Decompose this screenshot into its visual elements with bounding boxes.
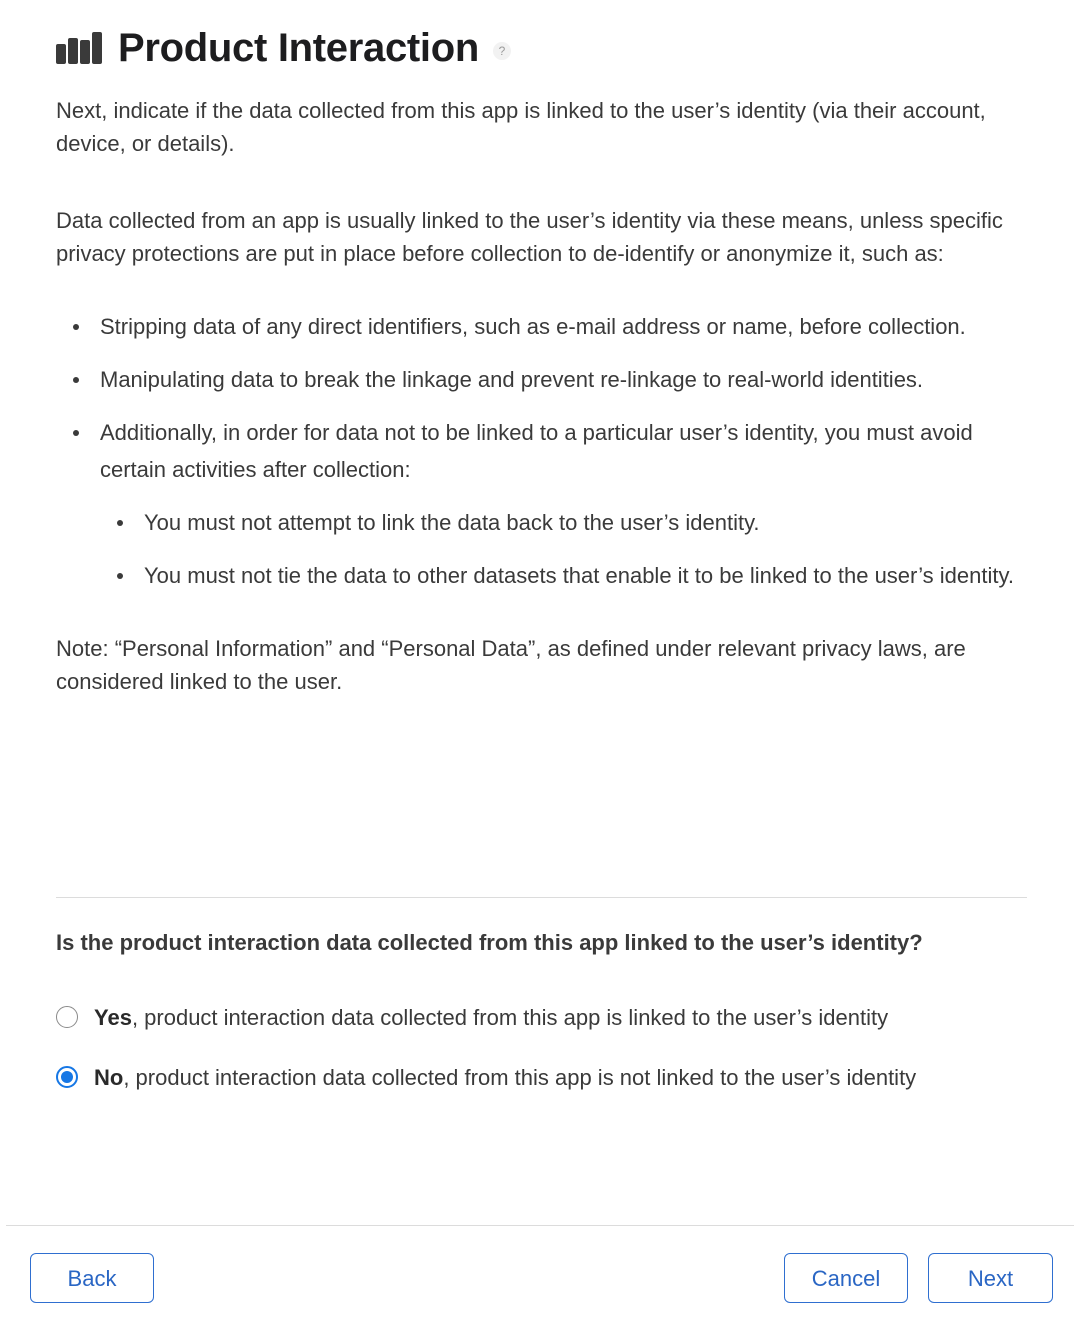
- radio-yes-text: , product interaction data collected from this app is linked to the user’s identity: [131, 1005, 889, 1030]
- radio-no-bold: No: [94, 1065, 124, 1090]
- cancel-button[interactable]: Cancel: [784, 1253, 908, 1303]
- divider: [56, 897, 1027, 898]
- list-item: Manipulating data to break the linkage and prevent re-linkage to real-world identities.: [56, 361, 1031, 398]
- means-paragraph: Data collected from an app is usually linked to the user’s identity via these means, unless specific privacy protections are put in place before collection to de-identify or anonymize it, such as:: [56, 208, 1003, 266]
- help-icon[interactable]: ?: [493, 42, 511, 60]
- radio-yes-label[interactable]: [94, 1003, 888, 1033]
- footer-divider: [6, 1225, 1074, 1226]
- list-item: [56, 414, 1031, 594]
- intro-paragraph: Next, indicate if the data collected from this app is linked to the user’s identity (via their account, device, or details).: [56, 98, 986, 156]
- header: [56, 22, 511, 74]
- list-item: Stripping data of any direct identifiers, such as e-mail address or name, before collection.: [56, 308, 1031, 345]
- radio-no-label[interactable]: [94, 1063, 916, 1093]
- back-button[interactable]: Back: [30, 1253, 154, 1303]
- description: [56, 94, 1031, 698]
- radio-option-no[interactable]: [56, 1063, 976, 1093]
- sub-list: [100, 504, 1031, 594]
- note-text: Note: “Personal Information” and “Personal Data”, as defined under relevant privacy laws, are considered linked to the user.: [56, 636, 966, 694]
- question-label: Is the product interaction data collected from this app linked to the user’s identity?: [56, 930, 923, 955]
- radio-yes[interactable]: [56, 1006, 78, 1028]
- bar-chart-icon: [56, 32, 102, 64]
- sub-list-item: You must not tie the data to other datasets that enable it to be linked to the user’s identity.: [100, 557, 1031, 594]
- protections-list: [56, 308, 1031, 594]
- next-button[interactable]: Next: [928, 1253, 1053, 1303]
- radio-no-text: , product interaction data collected from this app is not linked to the user’s identity: [123, 1065, 917, 1090]
- radio-yes-bold: Yes: [94, 1005, 132, 1030]
- page-title: Product Interaction: [118, 25, 479, 70]
- radio-no[interactable]: [56, 1066, 78, 1088]
- sub-list-item: You must not attempt to link the data back to the user’s identity.: [100, 504, 1031, 541]
- radio-option-yes[interactable]: [56, 1003, 1036, 1033]
- list-item-text: Additionally, in order for data not to be linked to a particular user’s identity, you must avoid certain activities after collection:: [100, 420, 973, 482]
